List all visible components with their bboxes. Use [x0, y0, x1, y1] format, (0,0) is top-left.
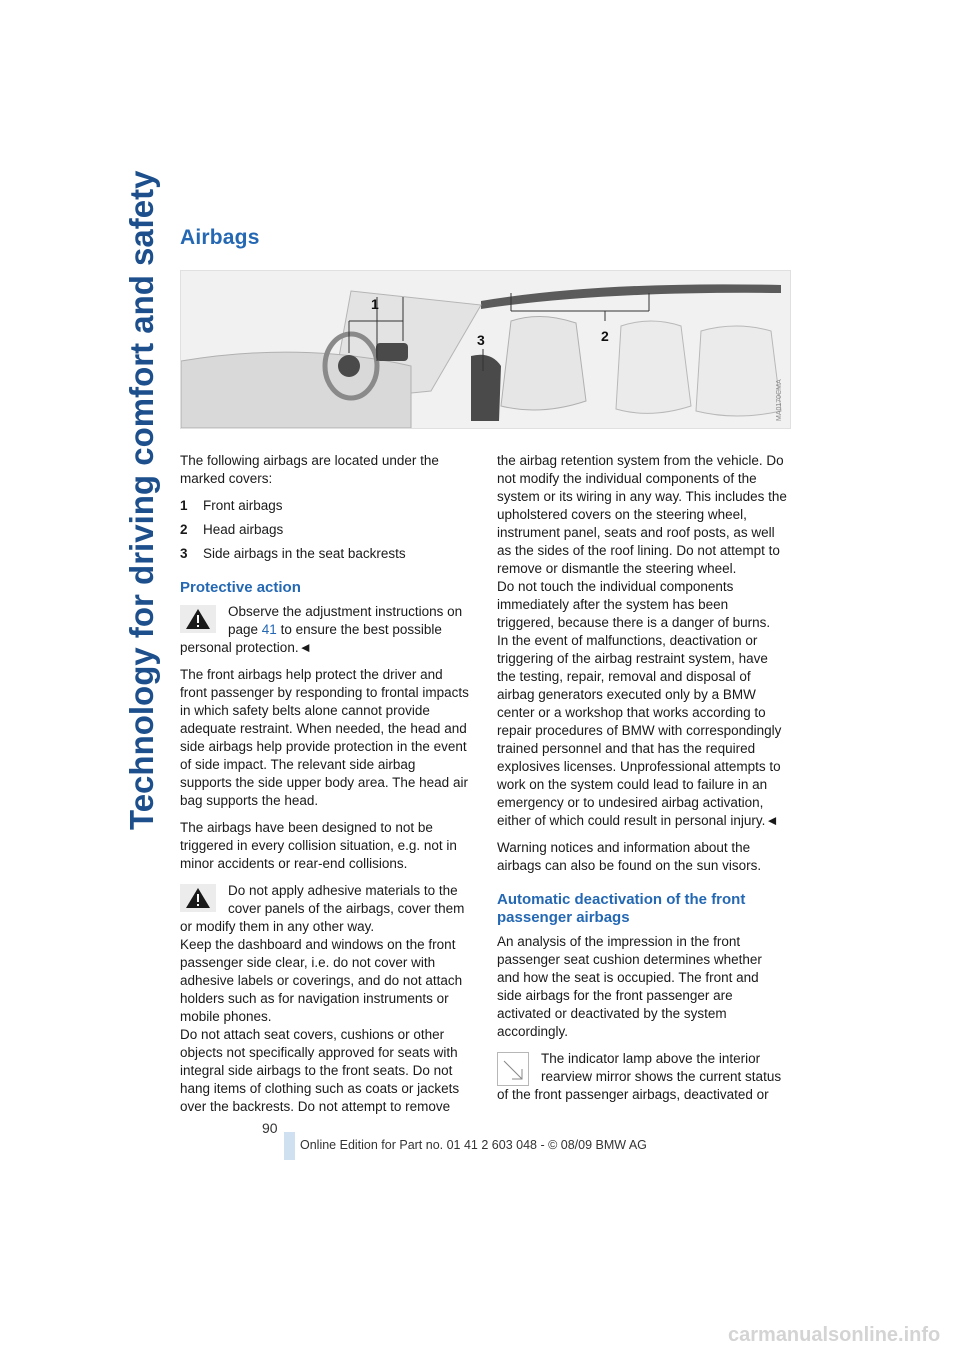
- car-interior-drawing: [181, 271, 790, 428]
- chapter-sidebar-title: [112, 30, 172, 830]
- paragraph: Do not touch the individual components immediately after the system has been triggered, because there is a danger of burns.: [497, 579, 771, 630]
- protective-action-heading: Protective action: [180, 579, 301, 596]
- airbag-illustration: [180, 270, 791, 429]
- list-item: 2 Head airbags: [180, 522, 284, 537]
- right-column: [497, 452, 787, 1113]
- warning-2: Do not apply adhesive materials to the cover panels of the airbags, cover them or modify them in any other way.: [180, 883, 465, 934]
- left-column: [180, 452, 470, 1116]
- paragraph: Do not attach seat covers, cushions or other objects not specifically approved for seats with integral side airbags to the front seats. Do not hang items of clothing such as coats or jackets over the backrests. Do not attempt to remove: [180, 1027, 460, 1114]
- paragraph: Keep the dashboard and windows on the front passenger side clear, i.e. do not cover with adhesive labels or coverings, and do not attach holders such as for navigation instruments or mobile phones.: [180, 937, 463, 1024]
- warning-triangle-icon: [180, 605, 216, 633]
- section-title: Airbags: [180, 226, 260, 249]
- figure-code: MA0170CMA: [776, 379, 783, 421]
- warning-triangle-icon: [180, 884, 216, 912]
- list-item: 1 Front airbags: [180, 498, 283, 513]
- warning-1: Observe the adjustment instructions on page 41 to ensure the best possible personal protection.◄: [180, 604, 463, 655]
- paragraph: In the event of malfunctions, deactivation or triggering of the airbag restraint system, have the testing, repair, removal and disposal of airbag generators executed only by a BMW center or a workshop that works according to repair procedures of BMW with correspondingly trained personnel and that has the required explosives licenses. Unprofessional attempts to work on the system could lead to failure in an emergency or to undesired airbag activation, either of which could result in personal injury.◄: [497, 633, 782, 828]
- chapter-title-text: Technology for driving comfort and safety: [123, 170, 160, 830]
- watermark: carmanualsonline.info: [728, 1324, 941, 1346]
- indicator-note: The indicator lamp above the interior rearview mirror shows the current status of the front passenger airbags, deactivated or: [497, 1051, 782, 1102]
- list-item: 3 Side airbags in the seat backrests: [180, 546, 406, 561]
- paragraph: The front airbags help protect the driver and front passenger by responding to frontal impacts in which safety belts alone cannot provide adequate restraint. When needed, the head and side airbags help provide protection in the event of side impact. The relevant side airbag supports the side upper body area. The head air bag supports the head.: [180, 667, 469, 808]
- page-link[interactable]: 41: [261, 622, 277, 637]
- page-number: 90: [262, 1120, 278, 1136]
- paragraph: The airbags have been designed to not be triggered in every collision situation, e.g. not in minor accidents or rear-end collisions.: [180, 820, 457, 871]
- auto-deactivation-heading: Automatic deactivation of the front passenger airbags: [497, 891, 746, 926]
- paragraph: Warning notices and information about the airbags can also be found on the sun visors.: [497, 840, 762, 873]
- note-icon: [497, 1052, 529, 1086]
- footer-edition: Online Edition for Part no. 01 41 2 603 048 - © 08/09 BMW AG: [300, 1138, 647, 1152]
- footer-marker: [284, 1132, 295, 1160]
- paragraph: the airbag retention system from the vehicle. Do not modify the individual components of the system or its wiring in any way. This includes the upholstered covers on the steering wheel, instrument panel, seats and roof posts, as well as the sides of the roof lining. Do not attempt to remove or dismantle the steering wheel.: [497, 453, 787, 576]
- callout-1: 1: [371, 296, 379, 312]
- callout-3: 3: [477, 332, 485, 348]
- paragraph: An analysis of the impression in the front passenger seat cushion determines whether and how the seat is occupied. The front and side airbags for the front passenger are activated or deactivated by the system accordingly.: [497, 934, 762, 1039]
- airbag-list: [180, 497, 470, 563]
- intro-text: The following airbags are located under the marked covers:: [180, 453, 439, 486]
- callout-2: 2: [601, 328, 609, 344]
